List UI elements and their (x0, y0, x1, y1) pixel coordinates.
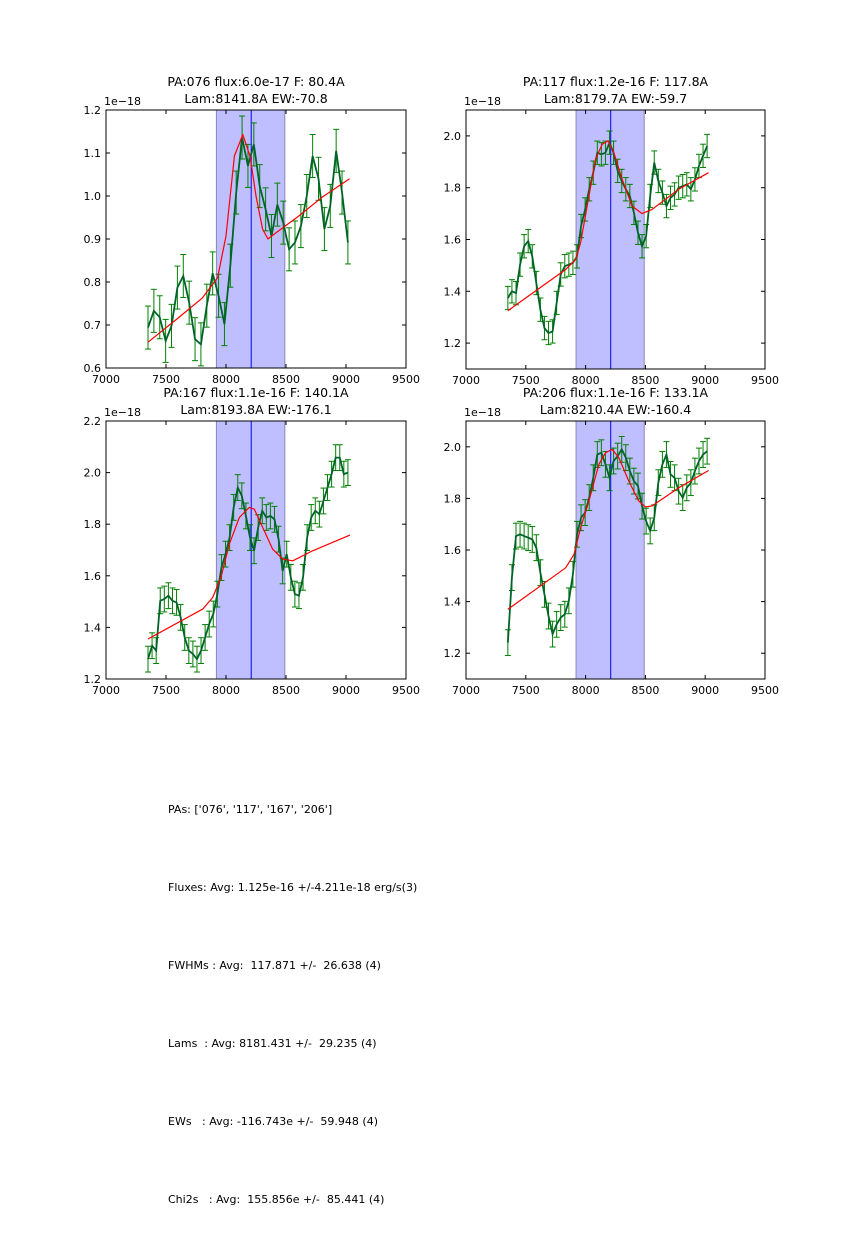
y-tick-label: 1.0 (83, 190, 101, 203)
y-tick-label: 1.8 (443, 492, 461, 506)
subplot-title-line1: PA:117 flux:1.2e-16 F: 117.8A (522, 74, 709, 89)
plot-area (505, 421, 710, 679)
y-tick-label: 1.6 (83, 569, 101, 583)
summary-block (168, 745, 417, 1239)
y-tick-label: 0.8 (83, 276, 101, 289)
y-offset-label: 1e−18 (104, 95, 141, 108)
y-tick-label: 2.0 (443, 440, 461, 454)
y-tick-label: 1.4 (443, 285, 461, 299)
y-tick-label: 1.8 (443, 181, 461, 195)
y-tick-label: 0.7 (83, 319, 101, 332)
x-tick-label: 9500 (392, 684, 420, 697)
fit-window-band (216, 110, 284, 368)
y-tick-label: 2.2 (83, 415, 101, 428)
x-tick-label: 9000 (332, 373, 360, 386)
fit-window-band (576, 421, 644, 679)
y-tick-label: 2.0 (443, 129, 461, 143)
subplot-title-line2: Lam:8141.8A EW:-70.8 (184, 91, 328, 106)
subplot-2 (444, 74, 780, 387)
y-offset-label: 1e−18 (464, 406, 501, 419)
x-tick-label: 9500 (392, 373, 420, 386)
subplot-title-line2: Lam:8193.8A EW:-176.1 (180, 402, 332, 417)
x-tick-label: 7500 (152, 373, 180, 386)
subplot-3 (84, 385, 421, 697)
y-tick-label: 1.1 (83, 147, 101, 160)
x-tick-label: 7500 (511, 374, 540, 387)
summary-lams: Lams : Avg: 8181.431 +/- 29.235 (4) (168, 1037, 377, 1050)
x-tick-label: 8500 (272, 684, 300, 697)
y-offset-label: 1e−18 (464, 95, 501, 108)
plot-area (145, 110, 351, 368)
summary-pas: PAs: ['076', '117', '167', '206'] (168, 803, 333, 816)
plot-area (505, 110, 710, 369)
subplot-title-line2: Lam:8179.7A EW:-59.7 (543, 91, 688, 106)
y-tick-label: 1.2 (83, 673, 101, 686)
subplot-title-line1: PA:167 flux:1.1e-16 F: 140.1A (163, 385, 349, 400)
x-tick-label: 8500 (631, 684, 660, 697)
x-tick-label: 9000 (691, 374, 720, 387)
x-tick-label: 7000 (452, 374, 480, 387)
y-offset-label: 1e−18 (104, 406, 141, 419)
y-tick-label: 2.0 (83, 466, 101, 480)
x-tick-label: 7500 (152, 684, 180, 697)
y-tick-label: 1.6 (443, 544, 461, 557)
x-tick-label: 9000 (332, 684, 360, 697)
x-tick-label: 7000 (92, 373, 120, 386)
subplot-title-line1: PA:076 flux:6.0e-17 F: 80.4A (167, 74, 345, 89)
summary-chi2s: Chi2s : Avg: 155.856e +/- 85.441 (4) (168, 1193, 385, 1206)
summary-ews: EWs : Avg: -116.743e +/- 59.948 (4) (168, 1115, 378, 1128)
y-tick-label: 1.2 (443, 337, 461, 351)
x-tick-label: 9000 (691, 684, 720, 697)
x-tick-label: 7000 (452, 684, 480, 697)
plot-area (145, 421, 351, 679)
y-tick-label: 1.4 (443, 595, 461, 609)
x-tick-label: 8000 (571, 374, 600, 387)
y-tick-label: 1.6 (443, 233, 461, 247)
x-tick-label: 8500 (272, 373, 300, 386)
subplot-1 (84, 74, 421, 386)
x-tick-label: 8000 (212, 373, 240, 386)
subplot-title-line2: Lam:8210.4A EW:-160.4 (539, 402, 692, 417)
y-tick-label: 1.2 (83, 104, 101, 117)
x-tick-label: 9500 (751, 374, 779, 387)
x-tick-label: 8000 (212, 684, 240, 697)
y-tick-label: 1.8 (83, 518, 101, 532)
x-tick-label: 7500 (511, 684, 540, 697)
y-tick-label: 1.4 (83, 621, 101, 635)
summary-fluxes: Fluxes: Avg: 1.125e-16 +/-4.211e-18 erg/s(3) (168, 881, 418, 894)
y-tick-label: 1.2 (443, 647, 461, 661)
subplot-4 (444, 385, 780, 697)
y-tick-label: 0.9 (83, 233, 101, 246)
subplot-title-line1: PA:206 flux:1.1e-16 F: 133.1A (522, 385, 709, 400)
x-tick-label: 7000 (92, 684, 120, 697)
x-tick-label: 9500 (751, 684, 779, 697)
summary-fwhms: FWHMs : Avg: 117.871 +/- 26.638 (4) (168, 959, 381, 972)
x-tick-label: 8500 (631, 374, 660, 387)
y-tick-label: 0.6 (83, 362, 101, 375)
fit-window-band (576, 110, 644, 369)
x-tick-label: 8000 (571, 684, 600, 697)
